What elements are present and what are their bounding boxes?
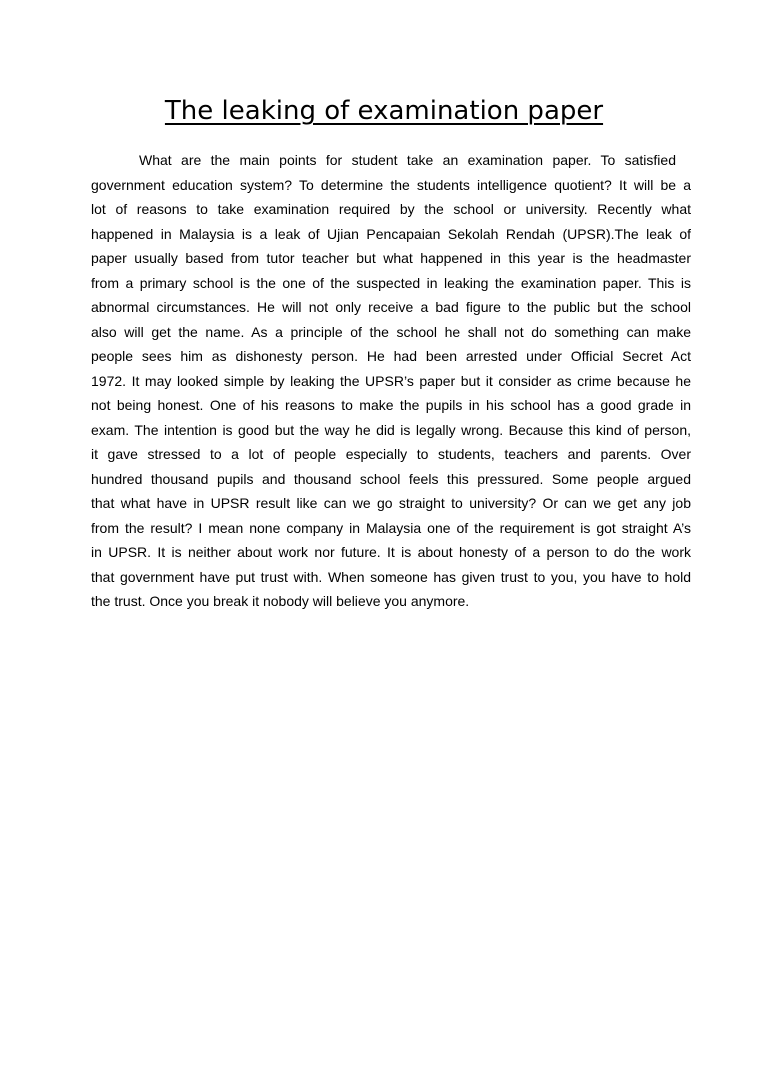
essay-line: hundred thousand pupils and thousand school feels this pressured. Some people argued <box>91 470 691 487</box>
essay-line: in UPSR. It is neither about work nor future. It is about honesty of a person to do the work <box>91 544 691 560</box>
essay-line: abnormal circumstances. He will not only receive a bad figure to the public but the school <box>91 299 691 315</box>
essay-line: that government have put trust with. When someone has given trust to you, you have to hold <box>91 568 691 585</box>
document-title: The leaking of examination paper <box>164 96 604 126</box>
essay-line: the trust. Once you break it nobody will believe you anymore. <box>91 593 470 609</box>
essay-line: What are the main points for student take an examination paper. To satisfied <box>139 152 676 168</box>
essay-line: paper usually based from tutor teacher but what happened in this year is the headmaster <box>91 250 691 266</box>
essay-line: not being honest. One of his reasons to make the pupils in his school has a good grade in <box>91 397 691 413</box>
essay-body <box>91 148 691 614</box>
essay-line: exam. The intention is good but the way he did is legally wrong. Because this kind of person, <box>91 421 691 438</box>
essay-line: from the result? I mean none company in Malaysia one of the requirement is got straight A’s <box>91 519 691 536</box>
essay-line: that what have in UPSR result like can we go straight to university? Or can we get any job <box>91 495 691 511</box>
essay-line: government education system? To determine the students intelligence quotient? It will be a <box>91 176 691 193</box>
essay-line: people sees him as dishonesty person. He had been arrested under Official Secret Act <box>91 348 691 364</box>
essay-line: lot of reasons to take examination required by the school or university. Recently what <box>91 201 691 217</box>
essay-line: from a primary school is the one of the suspected in leaking the examination paper. This is <box>91 274 691 291</box>
essay-line: it gave stressed to a lot of people especially to students, teachers and parents. Over <box>91 446 691 462</box>
essay-line: happened in Malaysia is a leak of Ujian Pencapaian Sekolah Rendah (UPSR).The leak of <box>91 225 691 242</box>
essay-line: 1972. It may looked simple by leaking the UPSR’s paper but it consider as crime because he <box>91 372 691 389</box>
essay-line: also will get the name. As a principle of the school he shall not do something can make <box>91 323 691 340</box>
